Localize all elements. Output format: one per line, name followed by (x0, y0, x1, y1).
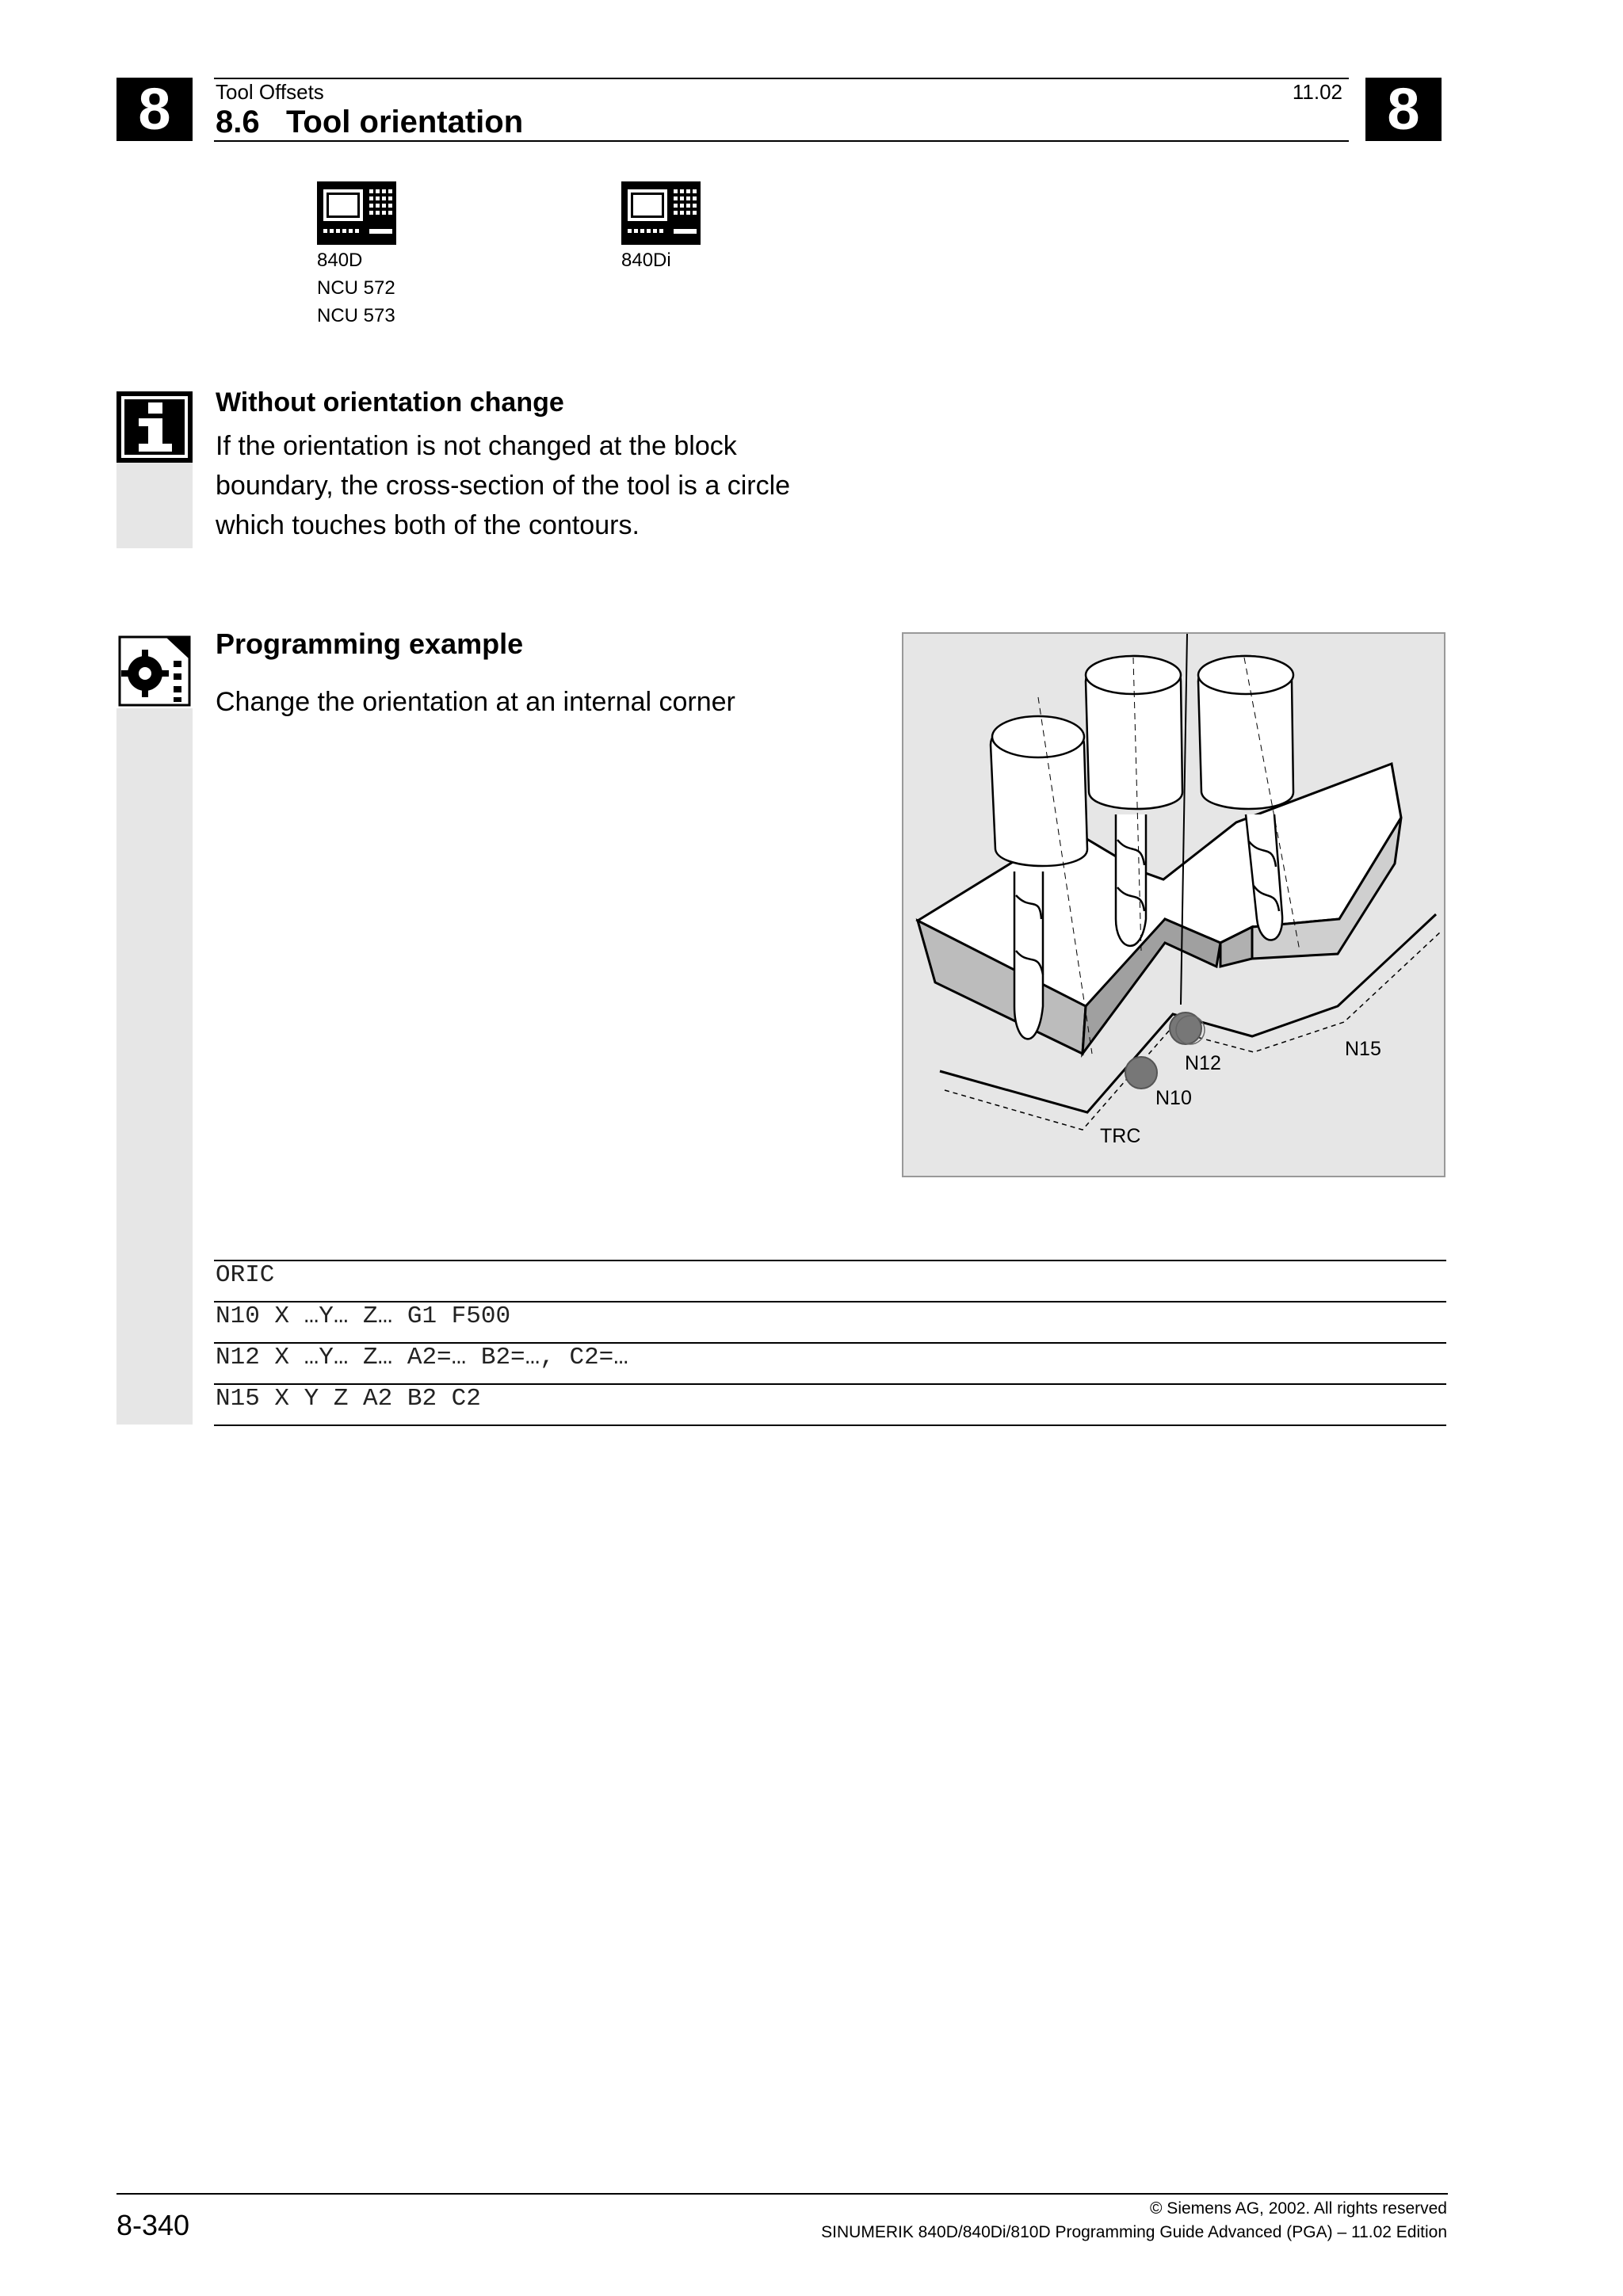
control-label-840di: 840Di (621, 250, 671, 271)
label-n12: N12 (1185, 1052, 1221, 1074)
note-text-line: boundary, the cross-section of the tool is a circle (216, 471, 791, 501)
code-rule (214, 1260, 1446, 1261)
code-line-1: ORIC (216, 1261, 275, 1289)
programming-example-icon (116, 634, 193, 708)
header-top-rule (214, 78, 1349, 79)
code-line-3: N12 X …Y… Z… A2=… B2=…, C2=… (216, 1344, 628, 1371)
control-panel-icon-840di (621, 181, 701, 249)
code-line-2: N10 X …Y… Z… G1 F500 (216, 1302, 511, 1330)
note-text-line: If the orientation is not changed at the block (216, 431, 737, 461)
note-text (216, 426, 865, 545)
section-label: Tool Offsets (216, 80, 324, 104)
page-number: 8-340 (116, 2209, 190, 2241)
example-sidebar (116, 634, 193, 1425)
code-line-4: N15 X Y Z A2 B2 C2 (216, 1385, 481, 1413)
code-rule (214, 1425, 1446, 1426)
label-n15: N15 (1345, 1038, 1381, 1060)
label-n10: N10 (1155, 1087, 1192, 1109)
footer-rule (116, 2193, 1448, 2195)
page-title: 8.6 Tool orientation (216, 105, 524, 139)
footer-copyright: © Siemens AG, 2002. All rights reserved (1150, 2199, 1447, 2218)
note-heading: Without orientation change (216, 387, 564, 418)
version-label: 11.02 (1292, 80, 1342, 104)
info-icon (116, 391, 193, 463)
note-text-line: which touches both of the contours. (216, 510, 640, 540)
chapter-number-left: 8 (116, 78, 193, 141)
example-text: Change the orientation at an internal corner (216, 687, 735, 717)
footer-document-title: SINUMERIK 840D/840Di/810D Programming Guide Advanced (PGA) – 11.02 Edition (821, 2223, 1447, 2241)
chapter-number-right: 8 (1365, 78, 1442, 141)
example-heading: Programming example (216, 627, 524, 660)
header-bottom-rule (214, 140, 1349, 142)
label-trc: TRC (1100, 1125, 1141, 1147)
control-panel-icon-840d (317, 181, 396, 249)
control-label-840d: 840D NCU 572 NCU 573 (317, 250, 395, 326)
orientation-figure (902, 632, 1445, 1177)
